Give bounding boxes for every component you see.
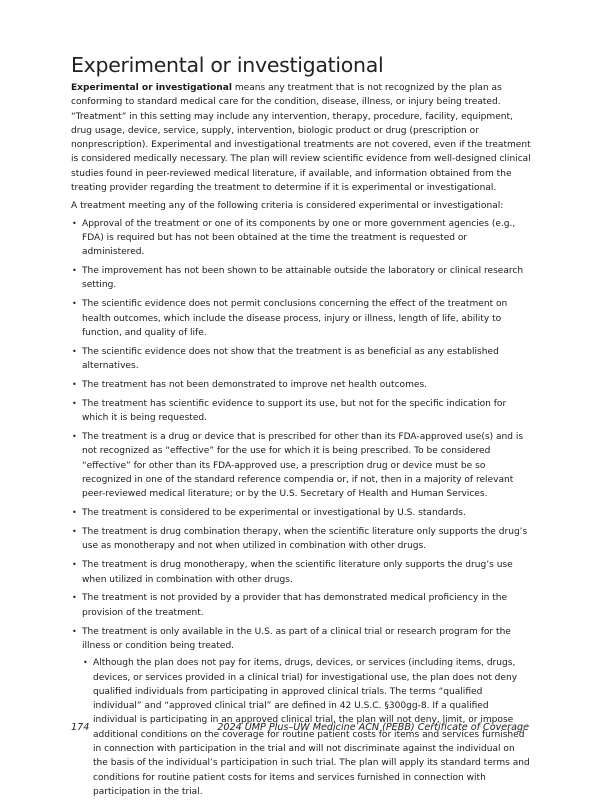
sub-list-item: • Although the plan does not pay for items, drugs, devices, or services (including items, drugs, devices, or services provided in a clinical trial) for investigational use, the plan does not deny qualified individuals from participating in approved clinical trials. The terms “qualified individual” and “approved clinical trial” are defined in 42 U.S.C. §300gg-8. If a qualified individual is participating in an approved clinical trial, the plan will not deny, limit, or impose additional conditions on the coverage for routine patient costs for items and services furnished in connection with participation in the trial and will not discriminate against the individual on the basis of the individual’s participation in such trial. The plan will apply its standard terms and conditions for routine patient costs for items and services furnished in connection with participation in the trial. — [82, 656, 531, 799]
criteria-item: • The treatment has not been demonstrated to improve net health outcomes. — [71, 378, 531, 392]
definition-paragraph — [71, 81, 531, 195]
criteria-lead: A treatment meeting any of the following criteria is considered experimental or investigational: — [71, 201, 504, 212]
criteria-item: • The treatment is not provided by a provider that has demonstrated medical proficiency in the provision of the treatment. — [71, 591, 531, 620]
criteria-item: • The scientific evidence does not show that the treatment is as beneficial as any established alternatives. — [71, 345, 531, 374]
criteria-item: • The treatment is drug monotherapy, when the scientific literature only supports the drug’s use when utilized in combination with other drugs. — [71, 558, 531, 587]
criteria-item: • The treatment has scientific evidence to support its use, but not for the specific indication for which it is being requested. — [71, 397, 531, 426]
page-number: 174 — [71, 722, 90, 733]
page-content — [71, 52, 531, 804]
criteria-item: • The treatment is a drug or device that is prescribed for other than its FDA-approved use(s) and is not recognized as “effective” for the use for which it is being prescribed. To be considered “effective” for other than its FDA-approved use, a prescription drug or device must be so recognized in one of the standard reference compendia or, if not, then in a majority of relevant peer-reviewed medical literature; or by the U.S. Secretary of Health and Human Services. — [71, 430, 531, 501]
criteria-item-text: The treatment is only available in the U.S. as part of a clinical trial or research program for the illness or condition being treated. — [82, 626, 511, 651]
section-heading: Experimental or investigational — [71, 53, 384, 77]
criteria-item: • The treatment is considered to be experimental or investigational by U.S. standards. — [71, 506, 531, 520]
criteria-item: • The treatment is drug combination therapy, when the scientific literature only supports the drug’s use as monotherapy and not when utilized in combination with other drugs. — [71, 525, 531, 554]
criteria-list — [71, 217, 531, 800]
criteria-item: • The improvement has not been shown to be attainable outside the laboratory or clinical research setting. — [71, 264, 531, 293]
criteria-item: • Approval of the treatment or one of its components by one or more government agencies (e.g., FDA) is required but has not been obtained at the time the treatment is requested or administered. — [71, 217, 531, 260]
document-title: 2024 UMP Plus–UW Medicine ACN (PEBB) Certificate of Coverage — [217, 722, 529, 733]
criteria-item: • The scientific evidence does not permit conclusions concerning the effect of the treatment on health outcomes, which include the disease process, injury or illness, length of life, ability to function, and quality of life. — [71, 297, 531, 340]
criteria-item-clinical-trial — [71, 625, 531, 800]
definition-text: means any treatment that is not recognized by the plan as conforming to standard medical care for the condition, disease, illness, or injury being treated. “Treatment” in this setting may include any intervention, therapy, procedure, facility, equipment, drug usage, device, service, supply, intervention, biologic product or drug (prescription or nonprescription). Experimental and investigational treatments are not covered, even if the treatment is considered medically necessary. The plan will review scientific evidence from well-designed clinical studies found in peer-reviewed medical literature, if available, and information obtained from the treating provider regarding the treatment to determine if it is experimental or investigational. — [71, 83, 531, 194]
page-footer — [71, 722, 529, 736]
defined-term: Experimental or investigational — [71, 83, 232, 93]
